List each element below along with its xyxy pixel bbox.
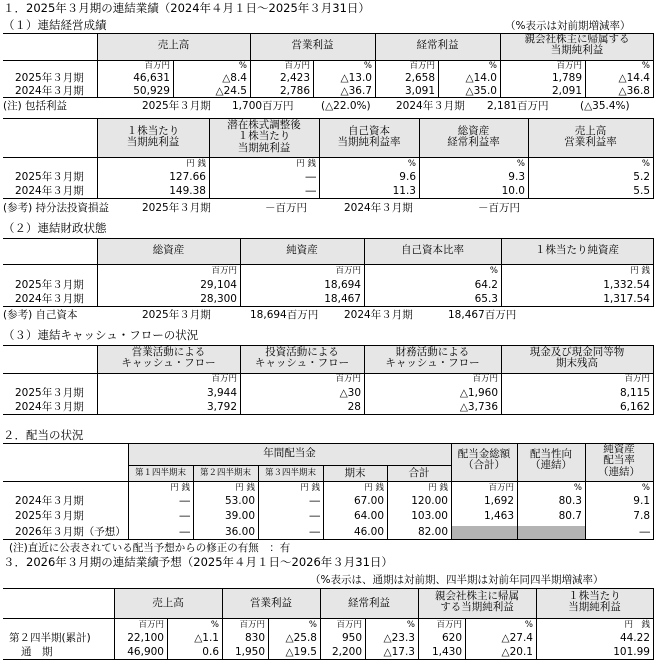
row-label-2025: 2025年３月期 <box>15 72 84 84</box>
cell: 2,423 <box>279 72 310 84</box>
dividend-revision-note: (注)直近に公表されている配当予想からの修正の有無 ：有 <box>9 542 291 554</box>
header-investing-cf: 投資活動による キャッシュ・フロー <box>254 346 350 370</box>
cell: 28 <box>347 401 361 413</box>
cell: 10.0 <box>501 185 525 197</box>
unit-label: 円 銭 <box>624 620 650 630</box>
note-period: 2025年３月期 <box>142 309 211 321</box>
cell: △25.8 <box>285 632 317 644</box>
header-net-sales: 売上高 <box>152 597 184 609</box>
unit-label: 百万円 <box>409 61 435 71</box>
cell: 82.00 <box>417 526 448 538</box>
unit-label: 百万円 <box>336 620 362 630</box>
section1-title: １．2025年３月期の連結業績（2024年４月１日～2025年３月31日） <box>3 1 370 15</box>
cell: ― <box>179 526 190 538</box>
unit-label: % <box>210 620 219 630</box>
row-label-2025: 2025年３月期 <box>15 171 84 183</box>
header-operating-cf: 営業活動による キャッシュ・フロー <box>121 346 216 370</box>
row-label-2025: 2025年３月期 <box>15 387 84 399</box>
cell: 950 <box>341 632 362 644</box>
header-ordinary-profit: 経常利益 <box>348 597 390 609</box>
header-total: 合計 <box>408 467 430 479</box>
header-eps: １株当たり 当期純利益 <box>568 590 621 614</box>
cell: △1.1 <box>194 632 219 644</box>
note-label: (参考) 自己資本 <box>3 309 78 321</box>
unit-label: % <box>524 620 533 630</box>
unit-label: 百万円 <box>211 374 237 384</box>
cell: △8.4 <box>222 72 247 84</box>
cell: 101.99 <box>613 646 650 658</box>
header-net-income: 親会社株主に帰属 する当期純利益 <box>435 590 519 614</box>
header-diluted-eps: 潜在株式調整後 １株当たり 当期純利益 <box>227 119 301 154</box>
unit-label: 円 銭 <box>300 483 320 493</box>
cell: 1,463 <box>483 510 514 522</box>
unit-label: % <box>407 159 416 169</box>
cell: 3,091 <box>404 85 435 97</box>
cell: △36.7 <box>340 85 372 97</box>
unit-label: 円 銭 <box>428 483 448 493</box>
row-label-2025: 2025年３月期 <box>15 279 84 291</box>
unit-label: % <box>363 61 372 71</box>
row-label-2024: 2024年３月期 <box>15 293 84 305</box>
forecast-note: （%表示は、通期は対前期、四半期は対前年同四半期増減率） <box>310 574 604 586</box>
note-label: (注) 包括利益 <box>3 100 68 112</box>
header-eps: １株当たり 当期純利益 <box>126 125 180 149</box>
unit-label: 百万円 <box>335 374 361 384</box>
cell: △1,960 <box>459 387 498 399</box>
cell: 1,692 <box>483 495 514 507</box>
unit-label: 百万円 <box>556 61 582 71</box>
cell: 65.3 <box>474 293 498 305</box>
cell: 80.3 <box>558 495 582 507</box>
note-value: 18,694百万円 <box>250 309 319 321</box>
cell: 39.00 <box>224 510 255 522</box>
cell: ― <box>639 526 650 538</box>
row-label: 2024年３月期 <box>15 495 84 507</box>
cell: 2,658 <box>404 72 435 84</box>
unit-label: % <box>308 620 317 630</box>
note-change: (△35.4%) <box>580 100 630 112</box>
cell: △3,736 <box>459 401 498 413</box>
cell: 3,792 <box>206 401 237 413</box>
cell: 50,929 <box>133 85 170 97</box>
unit-label: 円 銭 <box>296 159 316 169</box>
cell: ― <box>179 495 190 507</box>
unit-label: 円 銭 <box>630 266 650 276</box>
header-cash-balance: 現金及び現金同等物 期末残高 <box>529 346 625 370</box>
cell: 0.6 <box>202 646 219 658</box>
cell: 9.6 <box>399 171 416 183</box>
cell: 29,104 <box>200 279 237 291</box>
cell: 28,300 <box>200 293 237 305</box>
unit-label: % <box>641 61 650 71</box>
cell: ― <box>309 510 320 522</box>
unit-label: 百万円 <box>624 374 650 384</box>
cell: △30 <box>339 387 361 399</box>
cell: 6,162 <box>619 401 650 413</box>
cell: 120.00 <box>411 495 448 507</box>
unit-label: % <box>406 620 415 630</box>
cell: 1,430 <box>431 646 462 658</box>
operating-results-subtitle: （１）連結経営成績 <box>3 18 107 32</box>
unit-label: 百万円 <box>436 620 462 630</box>
cell: 7.8 <box>633 510 650 522</box>
cash-flow-subtitle: （３）連結キャッシュ・フローの状況 <box>3 328 199 342</box>
cell: 103.00 <box>411 510 448 522</box>
unit-label: 円 銭 <box>364 483 384 493</box>
cell: 53.00 <box>224 495 255 507</box>
unit-label: 百万円 <box>488 483 514 493</box>
pct-change-note: （%表示は対前期増減率） <box>505 20 631 32</box>
unit-label: % <box>516 159 525 169</box>
note-value: －百万円 <box>265 202 307 214</box>
cell: △17.3 <box>383 646 415 658</box>
unit-label: % <box>489 266 498 276</box>
cell: ― <box>309 495 320 507</box>
cell: 2,786 <box>279 85 310 97</box>
header-dividend-on-net-assets: 純資産 配当率 （連結） <box>598 443 640 478</box>
cell: 2,091 <box>551 85 582 97</box>
cell: ― <box>305 185 316 197</box>
unit-label: 百万円 <box>335 266 361 276</box>
unit-label: 百万円 <box>138 620 164 630</box>
unit-label: 百万円 <box>211 266 237 276</box>
unit-label: 円 銭 <box>170 483 190 493</box>
dividends-title: ２．配当の状況 <box>3 428 84 442</box>
unit-label: % <box>488 61 497 71</box>
header-financing-cf: 財務活動による キャッシュ・フロー <box>385 346 480 370</box>
cell: 46.00 <box>353 526 384 538</box>
cell: 8,115 <box>619 387 650 399</box>
cell: 127.66 <box>169 171 206 183</box>
header-payout-ratio: 配当性向 （連結） <box>530 448 572 472</box>
cell: ― <box>305 171 316 183</box>
unit-label: % <box>641 483 650 493</box>
row-label-2024: 2024年３月期 <box>15 85 84 97</box>
header-net-income: 親会社株主に帰属する 当期純利益 <box>524 33 630 57</box>
unit-label: 円 銭 <box>235 483 255 493</box>
cell: 36.00 <box>224 526 255 538</box>
unit-label: 百万円 <box>284 61 310 71</box>
cell: △24.5 <box>215 85 247 97</box>
cell: 5.5 <box>633 185 650 197</box>
header-q1: 第１四半期末 <box>134 468 186 478</box>
header-total-dividends: 配当金総額 （合計） <box>457 448 511 472</box>
cell: ― <box>309 526 320 538</box>
cell: 64.2 <box>474 279 498 291</box>
note-value: 18,467百万円 <box>448 309 517 321</box>
note-change: (△22.0%) <box>321 100 371 112</box>
row-label-h1: 第２四半期(累計) <box>9 632 91 644</box>
cell: 1,789 <box>551 72 582 84</box>
cell: △27.4 <box>501 632 533 644</box>
cell: △14.0 <box>465 72 497 84</box>
cell: △23.3 <box>383 632 415 644</box>
cell: △35.0 <box>465 85 497 97</box>
cell: △36.8 <box>618 85 650 97</box>
header-net-assets: 純資産 <box>286 244 318 256</box>
header-annual-dividends: 年間配当金 <box>263 447 316 459</box>
note-period: 2025年３月期 <box>142 202 211 214</box>
cell: 830 <box>244 632 265 644</box>
cell: 5.2 <box>633 171 650 183</box>
row-label-full-year: 通 期 <box>21 646 53 658</box>
cell: 64.00 <box>353 510 384 522</box>
unit-label: % <box>641 159 650 169</box>
cell: 149.38 <box>169 185 206 197</box>
cell: 9.1 <box>633 495 650 507</box>
forecast-title: ３．2026年３月期の連結業績予想（2025年４月１日～2026年３月31日） <box>3 555 393 569</box>
header-year-end: 期末 <box>344 467 366 479</box>
cell: 67.00 <box>353 495 384 507</box>
cell: 46,900 <box>127 646 164 658</box>
unit-label: % <box>238 61 247 71</box>
cell: 11.3 <box>392 185 416 197</box>
unit-label: % <box>573 483 582 493</box>
cell: 620 <box>441 632 462 644</box>
header-net-sales: 売上高 <box>157 39 190 51</box>
header-operating-margin: 売上高 営業利益率 <box>564 125 617 149</box>
header-q3: 第３四半期末 <box>264 468 316 478</box>
note-period: 2024年３月期 <box>396 100 465 112</box>
cell: 2,200 <box>331 646 362 658</box>
row-label-2024: 2024年３月期 <box>15 185 84 197</box>
cell: 46,631 <box>133 72 170 84</box>
financial-position-subtitle: （２）連結財政状態 <box>3 221 107 235</box>
note-period: 2024年３月期 <box>344 309 413 321</box>
unit-label: 百万円 <box>144 61 170 71</box>
header-operating-profit: 営業利益 <box>291 39 334 51</box>
header-operating-profit: 営業利益 <box>250 597 292 609</box>
cell: 1,950 <box>234 646 265 658</box>
note-value: －百万円 <box>478 202 520 214</box>
cell: 22,100 <box>127 632 164 644</box>
header-ordinary-profit: 経常利益 <box>416 39 459 51</box>
cell: △19.5 <box>285 646 317 658</box>
header-equity-ratio: 自己資本比率 <box>401 244 464 256</box>
cell: 1,317.54 <box>603 293 650 305</box>
header-roa: 総資産 経常利益率 <box>447 125 500 149</box>
note-value: 2,181百万円 <box>487 100 549 112</box>
header-total-assets: 総資産 <box>152 244 185 256</box>
cell: 3,944 <box>206 387 237 399</box>
header-q2: 第２四半期末 <box>199 468 251 478</box>
unit-label: 百万円 <box>239 620 265 630</box>
header-roe: 自己資本 当期純利益率 <box>337 125 401 149</box>
cell: △14.4 <box>618 72 650 84</box>
cell: 44.22 <box>619 632 650 644</box>
row-label-2024: 2024年３月期 <box>15 401 84 413</box>
header-bps: １株当たり純資産 <box>535 244 619 256</box>
cell: 18,694 <box>324 279 361 291</box>
cell: 80.7 <box>558 510 582 522</box>
cell: ― <box>179 510 190 522</box>
note-value: 1,700百万円 <box>232 100 294 112</box>
unit-label: 百万円 <box>472 374 498 384</box>
cell: 9.3 <box>508 171 525 183</box>
cell: △20.1 <box>501 646 533 658</box>
note-period: 2024年３月期 <box>344 202 413 214</box>
cell: △13.0 <box>340 72 372 84</box>
note-period: 2025年３月期 <box>142 100 211 112</box>
row-label: 2026年３月期（予想） <box>15 526 126 538</box>
unit-label: 円 銭 <box>186 159 206 169</box>
note-label: (参考) 持分法投資損益 <box>3 202 110 214</box>
cell: 1,332.54 <box>603 279 650 291</box>
row-label: 2025年３月期 <box>15 510 84 522</box>
cell: 18,467 <box>324 293 361 305</box>
